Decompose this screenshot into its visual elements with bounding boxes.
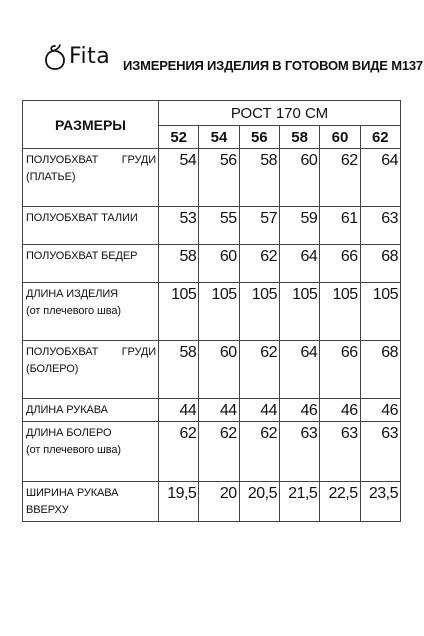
measurement-label-main: ДЛИНА БОЛЕРО [26, 427, 112, 439]
measurement-label-line2: ВВЕРХУ [26, 504, 69, 516]
brand-logo [44, 42, 110, 72]
measurement-label-main: ПОЛУОБХВАТ БЕДЕР [26, 250, 138, 262]
measurement-value: 66 [320, 341, 360, 399]
measurement-value: 64 [360, 149, 400, 207]
measurement-label-line1 [26, 286, 156, 303]
measurement-value: 57 [239, 207, 279, 245]
measurement-value: 53 [159, 207, 199, 245]
table-row [23, 207, 401, 245]
measurement-value: 46 [360, 399, 400, 422]
measurement-value: 46 [279, 399, 319, 422]
measurement-label [23, 422, 159, 482]
table-row [23, 482, 401, 522]
measurement-value: 44 [199, 399, 239, 422]
measurement-value: 68 [360, 341, 400, 399]
size-header-cell: 60 [320, 126, 360, 149]
measurement-label-line2: (от плечевого шва) [26, 305, 121, 317]
growth-header: РОСТ 170 СМ [159, 101, 401, 126]
measurement-label-line1 [26, 248, 156, 265]
measurement-value: 62 [199, 422, 239, 482]
measurement-rows [23, 149, 401, 522]
measurement-value: 54 [159, 149, 199, 207]
measurement-label-main: ШИРИНА РУКАВА [26, 487, 119, 499]
measurement-label [23, 283, 159, 341]
measurement-value: 63 [279, 422, 319, 482]
measurement-label-main: ПОЛУОБХВАТ [26, 154, 99, 166]
sizes-header: РАЗМЕРЫ [23, 101, 159, 149]
measurement-value: 46 [320, 399, 360, 422]
measurement-value: 63 [320, 422, 360, 482]
measurement-value: 62 [159, 422, 199, 482]
measurement-label-line1 [26, 425, 156, 442]
measurement-label-secondary: ГРУДИ [121, 346, 156, 358]
measurement-value: 105 [360, 283, 400, 341]
size-header-cell: 54 [199, 126, 239, 149]
measurement-label-secondary: ГРУДИ [121, 154, 156, 166]
table-row [23, 341, 401, 399]
measurement-label [23, 399, 159, 422]
table-row [23, 399, 401, 422]
measurement-value: 44 [239, 399, 279, 422]
measurement-value: 105 [239, 283, 279, 341]
measurement-value: 44 [159, 399, 199, 422]
measurement-label [23, 482, 159, 522]
measurement-value: 58 [159, 341, 199, 399]
size-header-cell: 56 [239, 126, 279, 149]
table-row [23, 149, 401, 207]
measurement-value: 105 [279, 283, 319, 341]
measurement-label [23, 245, 159, 283]
measurement-value: 60 [199, 341, 239, 399]
measurement-value: 21,5 [279, 482, 319, 522]
measurement-value: 58 [239, 149, 279, 207]
table-row [23, 245, 401, 283]
size-header-cell: 52 [159, 126, 199, 149]
measurement-label-line2: (от плечевого шва) [26, 444, 121, 456]
measurement-label [23, 149, 159, 207]
measurement-label-main: ПОЛУОБХВАТ [26, 346, 99, 358]
size-header-cell: 58 [279, 126, 319, 149]
measurement-label-line1 [26, 485, 156, 502]
measurement-label [23, 341, 159, 399]
measurement-value: 63 [360, 207, 400, 245]
measurement-value: 61 [320, 207, 360, 245]
table-row [23, 422, 401, 482]
measurement-value: 105 [320, 283, 360, 341]
page-header [0, 0, 424, 98]
measurement-label-main: ПОЛУОБХВАТ ТАЛИИ [26, 212, 138, 224]
measurement-value: 62 [239, 422, 279, 482]
measurement-value: 68 [360, 245, 400, 283]
fita-drop-mark-icon [44, 43, 66, 71]
measurement-value: 63 [360, 422, 400, 482]
measurement-value: 64 [279, 245, 319, 283]
size-header-cell: 62 [360, 126, 400, 149]
measurement-value: 19,5 [159, 482, 199, 522]
measurement-value: 105 [199, 283, 239, 341]
table-row [23, 283, 401, 341]
measurement-value: 22,5 [320, 482, 360, 522]
measurement-value: 105 [159, 283, 199, 341]
measurement-value: 56 [199, 149, 239, 207]
measurement-value: 62 [239, 245, 279, 283]
measurement-value: 58 [159, 245, 199, 283]
measurement-value: 59 [279, 207, 319, 245]
brand-name: Fita [69, 44, 111, 69]
measurement-value: 60 [279, 149, 319, 207]
measurement-label-line2: (БОЛЕРО) [26, 363, 79, 375]
measurement-label-main: ДЛИНА РУКАВА [26, 404, 108, 416]
measurement-label-main: ДЛИНА ИЗДЕЛИЯ [26, 288, 119, 300]
measurement-label-line1 [26, 210, 156, 227]
measurement-value: 60 [199, 245, 239, 283]
measurement-value: 23,5 [360, 482, 400, 522]
measurement-value: 20 [199, 482, 239, 522]
size-chart-table [22, 100, 401, 522]
measurement-value: 64 [279, 341, 319, 399]
measurement-label-line2: (ПЛАТЬЕ) [26, 171, 76, 183]
document-title: ИЗМЕРЕНИЯ ИЗДЕЛИЯ В ГОТОВОМ ВИДЕ М137 [123, 58, 423, 73]
measurement-value: 55 [199, 207, 239, 245]
measurement-label-line1 [26, 344, 156, 361]
measurement-label [23, 207, 159, 245]
measurement-value: 66 [320, 245, 360, 283]
measurement-value: 20,5 [239, 482, 279, 522]
measurement-value: 62 [320, 149, 360, 207]
measurement-value: 62 [239, 341, 279, 399]
measurement-label-line1 [26, 152, 156, 169]
measurement-label-line1 [26, 402, 156, 419]
